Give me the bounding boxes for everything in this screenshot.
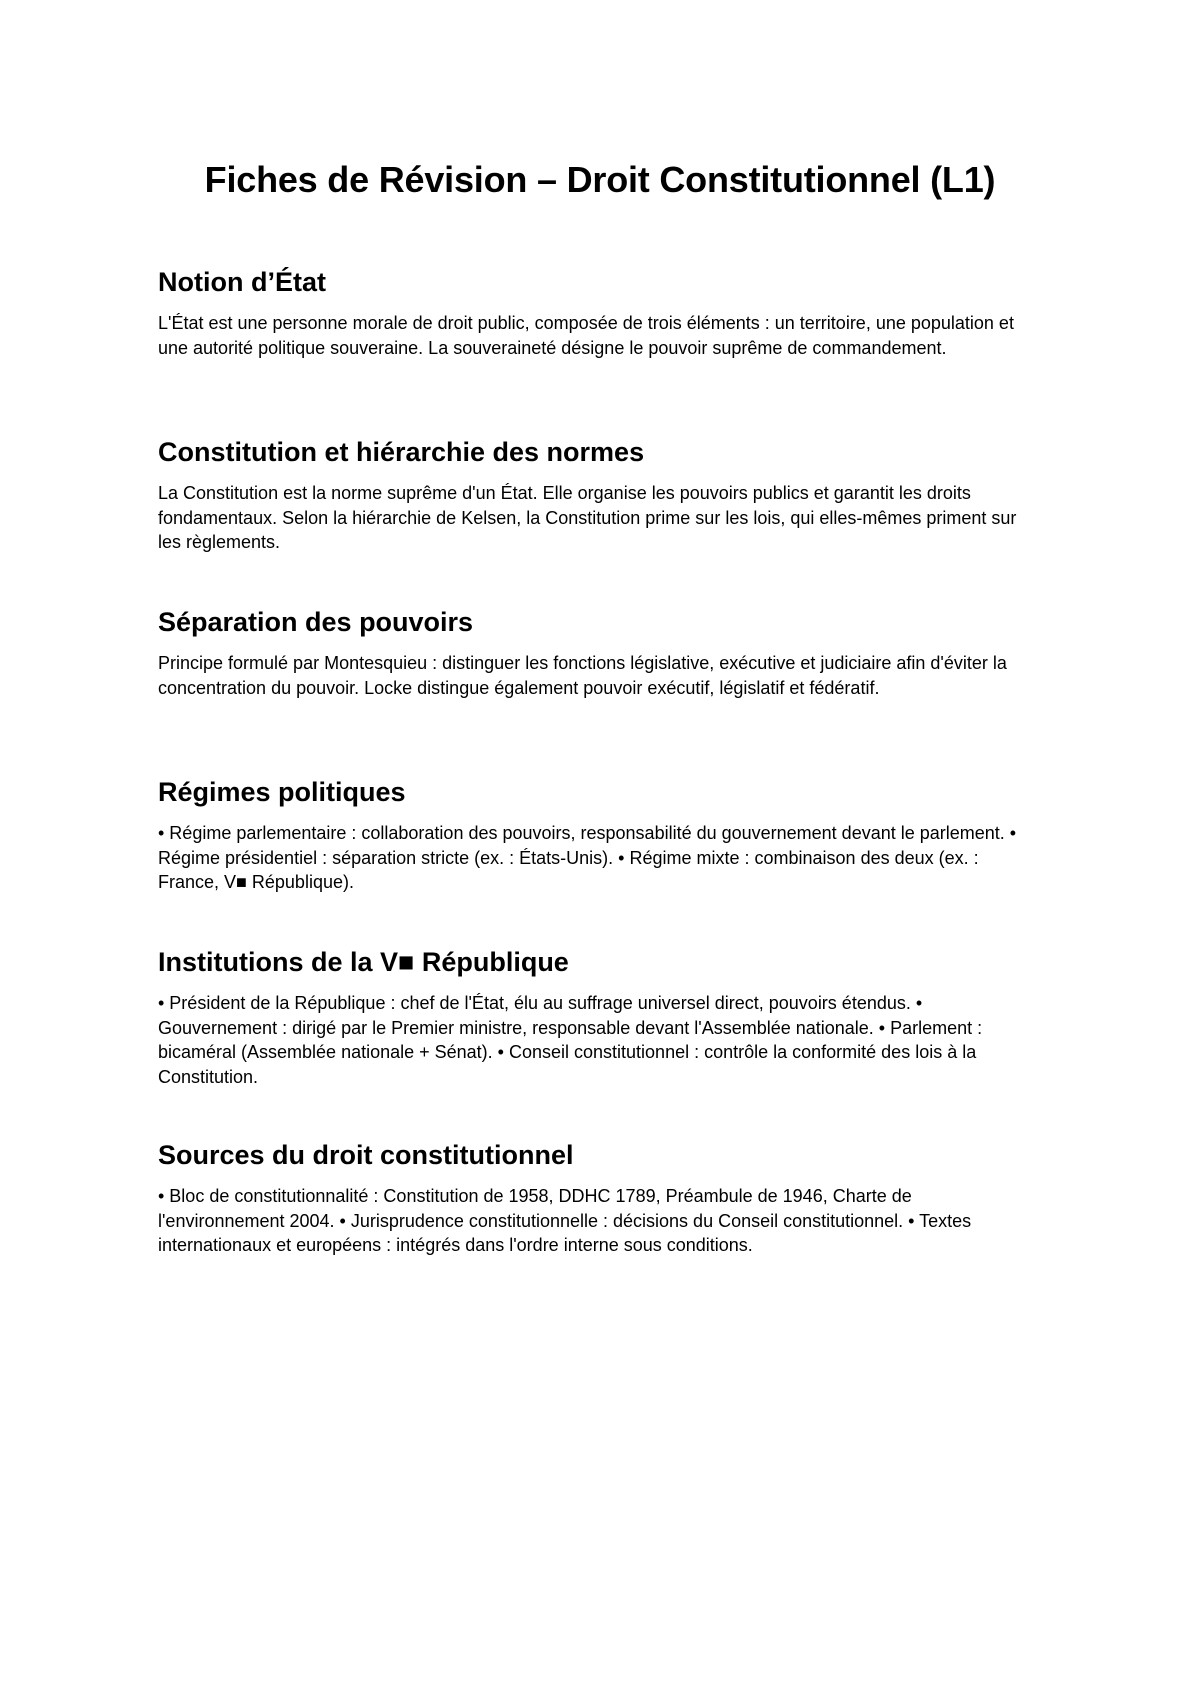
document-title: Fiches de Révision – Droit Constitutionnel (L1)	[204, 159, 996, 200]
section-heading: Séparation des pouvoirs	[158, 607, 474, 637]
section-heading: Constitution et hiérarchie des normes	[158, 437, 645, 467]
section-body: La Constitution est la norme suprême d'un État. Elle organise les pouvoirs publics et garantit les droits fondamentaux. Selon la hiérarchie de Kelsen, la Constitution prime sur les lois, qui elles-mêmes priment sur les règlements.	[158, 483, 1017, 552]
section-sources-droit	[158, 1138, 1038, 1258]
section-constitution-hierarchie	[158, 435, 1038, 555]
section-body: L'État est une personne morale de droit public, composée de trois éléments : un territoire, une population et une autorité politique souveraine. La souveraineté désigne le pouvoir suprême de commandement.	[158, 313, 1014, 358]
section-separation-pouvoirs	[158, 605, 1038, 700]
section-heading: Régimes politiques	[158, 777, 406, 807]
section-heading: Institutions de la V■ République	[158, 947, 569, 977]
section-regimes-politiques	[158, 775, 1038, 895]
section-body: • Président de la République : chef de l'État, élu au suffrage universel direct, pouvoirs étendus. • Gouvernement : dirigé par le Premier ministre, responsable devant l'Assemblée nationale. • Parlement : bicaméral (Assemblée nationale + Sénat). • Conseil constitutionnel : contrôle la conformité des lois à la Constitution.	[158, 993, 983, 1087]
section-heading: Sources du droit constitutionnel	[158, 1140, 574, 1170]
section-body: Principe formulé par Montesquieu : distinguer les fonctions législative, exécutive et judiciaire afin d'éviter la concentration du pouvoir. Locke distingue également pouvoir exécutif, législatif et fédératif.	[158, 653, 1007, 698]
section-notion-etat	[158, 265, 1038, 360]
section-body: • Régime parlementaire : collaboration des pouvoirs, responsabilité du gouvernement devant le parlement. • Régime présidentiel : séparation stricte (ex. : États-Unis). • Régime mixte : combinaison des deux (ex. : France, V■ République).	[158, 823, 1017, 892]
section-body: • Bloc de constitutionnalité : Constitution de 1958, DDHC 1789, Préambule de 1946, Charte de l'environnement 2004. • Jurisprudence constitutionnelle : décisions du Conseil constitutionnel. • Textes internationaux et européens : intégrés dans l'ordre interne sous conditions.	[158, 1186, 972, 1255]
section-heading: Notion d’État	[158, 267, 326, 297]
section-institutions	[158, 945, 1038, 1089]
